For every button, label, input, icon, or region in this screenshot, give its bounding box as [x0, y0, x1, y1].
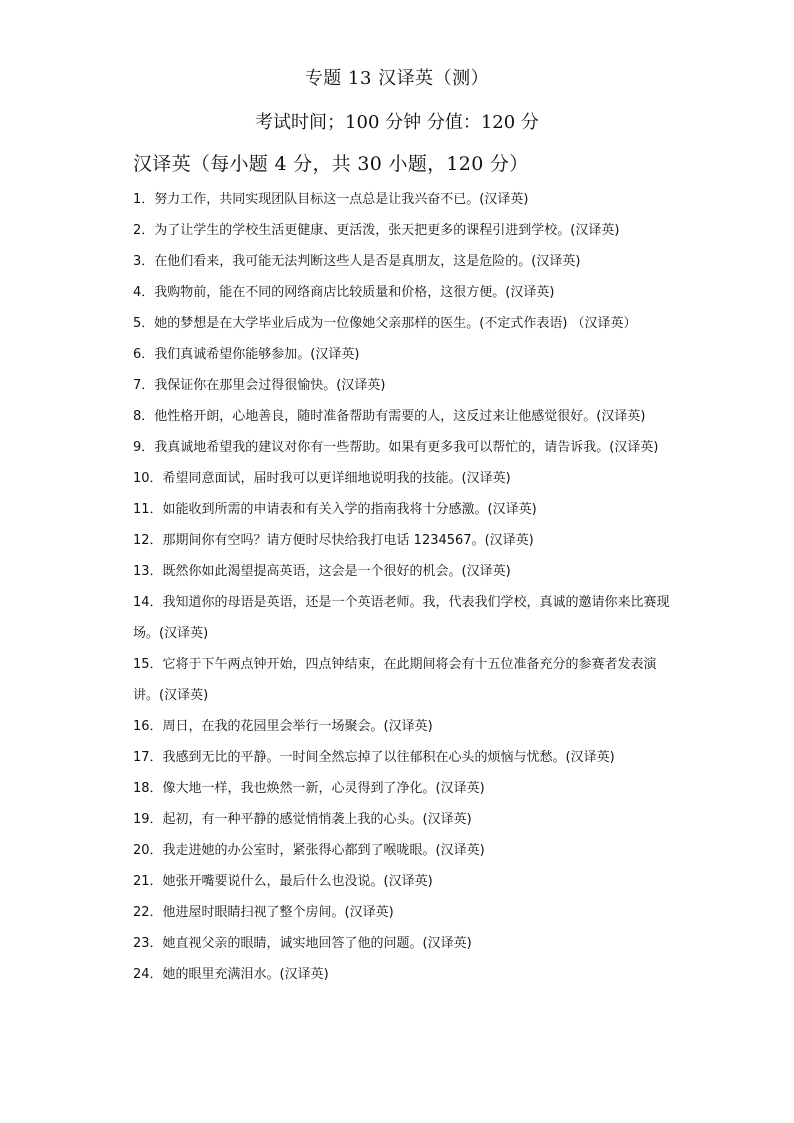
question-item: 8．他性格开朗，心地善良，随时准备帮助有需要的人，这反过来让他感觉很好。(汉译英) [133, 409, 646, 424]
question-item: 9．我真诚地希望我的建议对你有一些帮助。如果有更多我可以帮忙的，请告诉我。(汉译英) [133, 440, 659, 455]
question-item: 24．她的眼里充满泪水。(汉译英) [133, 967, 329, 982]
question-item: 22．他进屋时眼睛扫视了整个房间。(汉译英) [133, 905, 394, 920]
document-title: 专题 13 汉译英（测） [304, 68, 490, 89]
question-item: 4．我购物前，能在不同的网络商店比较质量和价格，这很方便。(汉译英) [133, 285, 555, 300]
question-item: 15．它将于下午两点钟开始，四点钟结束，在此期间将会有十五位准备充分的参赛者发表演讲。(汉译英) [133, 657, 657, 703]
question-item: 1．努力工作，共同实现团队目标这一点总是让我兴奋不已。(汉译英) [133, 192, 529, 207]
exam-info: 考试时间；100 分钟 分值：120 分 [255, 112, 539, 133]
question-item: 5．她的梦想是在大学毕业后成为一位像她父亲那样的医生。(不定式作表语) （汉译英） [133, 316, 637, 331]
question-item: 3．在他们看来，我可能无法判断这些人是否是真朋友，这是危险的。(汉译英) [133, 254, 581, 269]
question-item: 7．我保证你在那里会过得很愉快。(汉译英) [133, 378, 386, 393]
question-item: 17．我感到无比的平静。一时间全然忘掉了以往郁积在心头的烦恼与忧愁。(汉译英) [133, 750, 615, 765]
question-item: 20．我走进她的办公室时，紧张得心都到了喉咙眼。(汉译英) [133, 843, 485, 858]
question-item: 14．我知道你的母语是英语，还是一个英语老师。我，代表我们学校，真诚的邀请你来比赛现场。(汉译英) [133, 595, 670, 641]
section-heading: 汉译英（每小题 4 分，共 30 小题，120 分） [133, 153, 529, 175]
question-item: 18．像大地一样，我也焕然一新，心灵得到了净化。(汉译英) [133, 781, 485, 796]
question-item: 21．她张开嘴要说什么，最后什么也没说。(汉译英) [133, 874, 433, 889]
question-item: 12．那期间你有空吗？请方便时尽快给我打电话 1234567。(汉译英) [133, 533, 534, 548]
question-item: 19．起初，有一种平静的感觉悄悄袭上我的心头。(汉译英) [133, 812, 472, 827]
question-item: 2．为了让学生的学校生活更健康、更活泼，张天把更多的课程引进到学校。(汉译英) [133, 223, 620, 238]
question-item: 13．既然你如此渴望提高英语，这会是一个很好的机会。(汉译英) [133, 564, 511, 579]
question-item: 16．周日，在我的花园里会举行一场聚会。(汉译英) [133, 719, 433, 734]
question-item: 11．如能收到所需的申请表和有关入学的指南我将十分感激。(汉译英) [133, 502, 537, 517]
question-item: 6．我们真诚希望你能够参加。(汉译英) [133, 347, 360, 362]
question-list [133, 184, 678, 990]
question-item: 10．希望同意面试，届时我可以更详细地说明我的技能。(汉译英) [133, 471, 511, 486]
question-item: 23．她直视父亲的眼睛，诚实地回答了他的问题。(汉译英) [133, 936, 472, 951]
